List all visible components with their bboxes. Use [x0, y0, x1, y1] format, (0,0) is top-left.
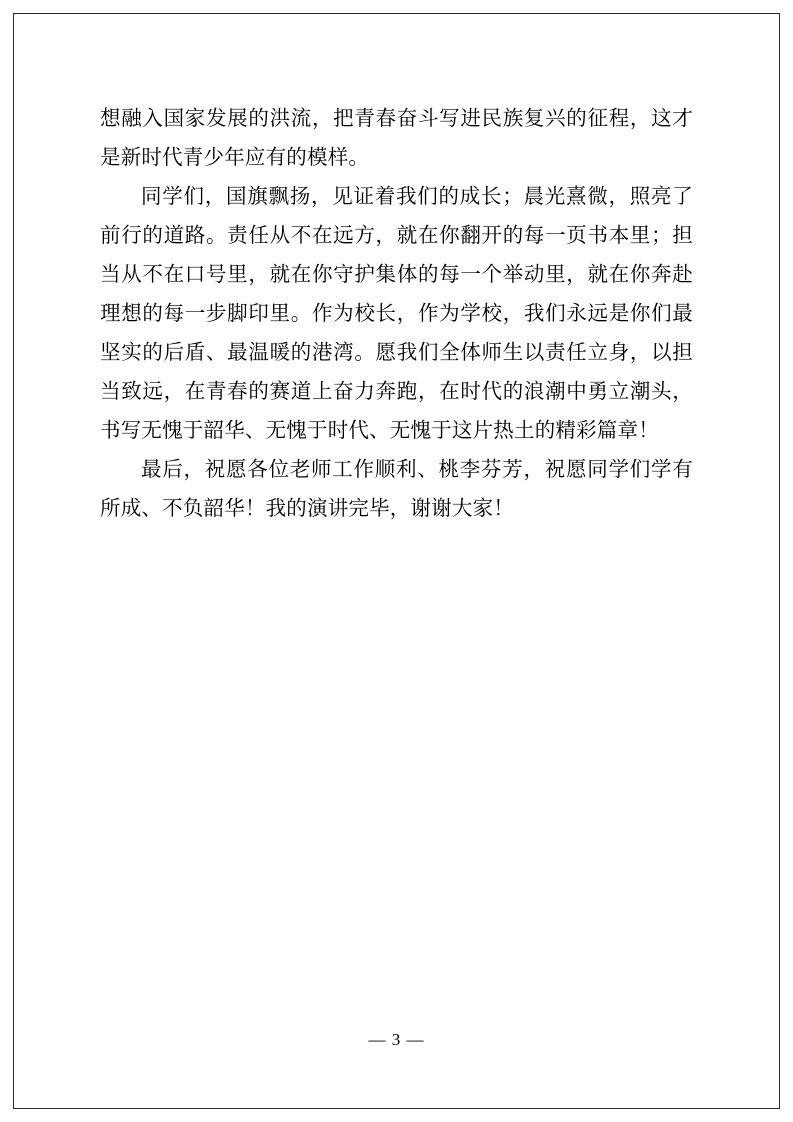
paragraph: 想融入国家发展的洪流，把青春奋斗写进民族复兴的征程，这才是新时代青少年应有的模样。	[100, 108, 693, 169]
paragraph: 最后，祝愿各位老师工作顺利、桃李芬芳，祝愿同学们学有所成、不负韶华！我的演讲完毕，谢谢大家！	[100, 459, 693, 520]
paragraph: 同学们，国旗飘扬，见证着我们的成长；晨光熹微，照亮了前行的道路。责任从不在远方，就在你翻开的每一页书本里；担当从不在口号里，就在你守护集体的每一个举动里，就在你奔赴理想的每一步脚印里。作为校长，作为学校，我们永远是你们最坚实的后盾、最温暖的港湾。愿我们全体师生以责任立身，以担当致远，在青春的赛道上奋力奔跑，在时代的浪潮中勇立潮头，书写无愧于韶华、无愧于时代、无愧于这片热土的精彩篇章！	[100, 186, 693, 442]
page-number: — 3 —	[368, 1030, 425, 1049]
document-body	[100, 100, 693, 529]
